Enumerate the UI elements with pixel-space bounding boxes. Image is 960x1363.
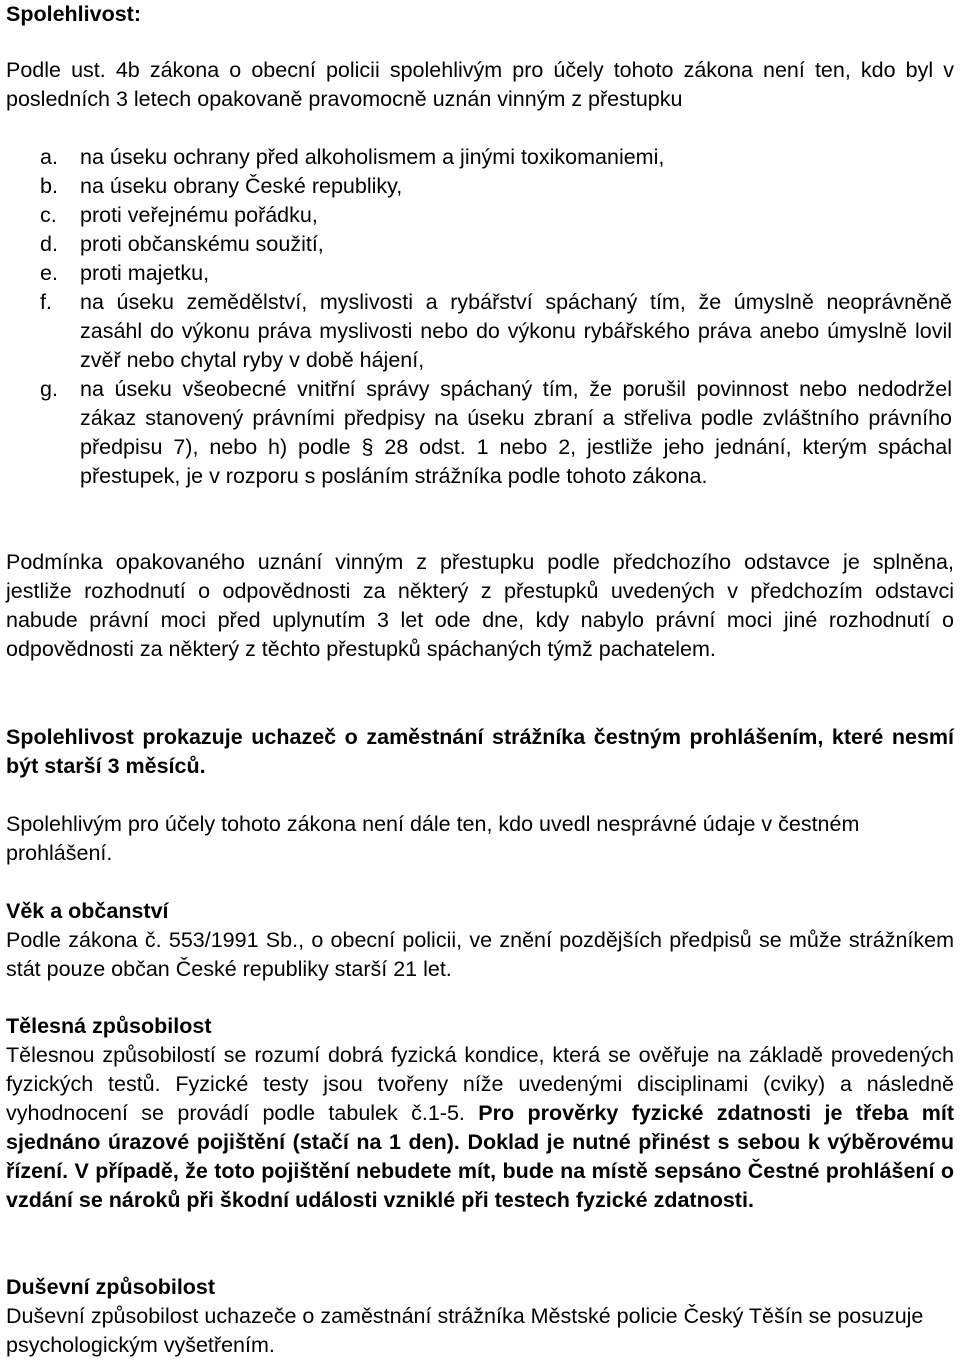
list-item [40,172,954,201]
section-sign: § [361,435,374,459]
paragraph-telesna-text: Tělesnou způsobilostí se rozumí dobrá fyzická kondice, která se ověřuje na základě provedených fyzických testů. Fyzické testy jsou tvořeny níže uvedenými disciplinami (cviky) a následně vyhodnocení se provádí podle tabulek č.1-5. [6,1043,954,1125]
paragraph-dusevni: Duševní způsobilost uchazeče o zaměstnání strážníka Městské policie Český Těšín se posuzuje psychologickým vyšetřením. [6,1304,924,1357]
heading-spolehlivost: Spolehlivost: [6,2,141,26]
paragraph-prokazuje: Spolehlivost prokazuje uchazeč o zaměstnání strážníka čestným prohlášením, které nesmí být starší 3 měsíců. [6,725,954,778]
heading-telesna: Tělesná způsobilost [6,1014,212,1038]
paragraph-telesna [6,1041,954,1215]
paragraph-telesna-bold: Pro prověrky fyzické zdatnosti je třeba mít sjednáno úrazové pojištění (stačí na 1 den). Doklad je nutné přinést s sebou k výběrovému řízení. V případě, že toto pojištění nebudete mít, bude na místě sepsáno Čestné prohlášení o vzdání se nároků při škodní události vzniklé při testech fyzické zdatnosti. [6,1101,954,1212]
list-item [40,230,954,259]
list-item-text-part: na úseku všeobecné vnitřní správy spáchaný tím, že porušil povinnost nebo nedodržel zákaz stanovený právními předpisy na úseku zbraní a střeliva podle zvláštního právního předpisu 7), nebo h) podle [80,377,952,459]
list-item-text: na úseku ochrany před alkoholismem a jinými toxikomaniemi, [80,145,665,169]
list-item-text [80,375,954,491]
intro-paragraph: Podle ust. 4b zákona o obecní policii spolehlivým pro účely tohoto zákona není ten, kdo byl v posledních 3 letech opakovaně pravomocně uznán vinným z přestupku [6,58,954,111]
list-item [40,201,954,230]
paragraph-vek: Podle zákona č. 553/1991 Sb., o obecní policii, ve znění pozdějších předpisů se může strážníkem stát pouze občan České republiky starší 21 let. [6,928,954,981]
list-item [40,288,954,375]
offense-list [40,143,954,491]
paragraph-podminka: Podmínka opakovaného uznání vinným z přestupku podle předchozího odstavce je splněna, jestliže rozhodnutí o odpovědnosti za některý z přestupků uvedených v předchozím odstavci nabude právní moci před uplynutím 3 let ode dne, kdy nabylo právní moci jiné rozhodnutí o odpovědnosti za některý z těchto přestupků spáchaných týmž pachatelem. [6,550,954,661]
list-item-label: d. [40,232,58,256]
list-item-text: proti veřejnému pořádku, [80,203,318,227]
paragraph-nespravne: Spolehlivým pro účely tohoto zákona není dále ten, kdo uvedl nesprávné údaje v čestném prohlášení. [6,812,860,865]
list-item-text: proti občanskému soužití, [80,232,324,256]
list-item-label: f. [40,290,52,314]
list-item-label: c. [40,203,57,227]
list-item-label: g. [40,377,58,401]
list-item-label: b. [40,174,58,198]
list-item-text: na úseku obrany České republiky, [80,174,403,198]
list-item [40,375,954,491]
list-item-label: e. [40,261,58,285]
heading-vek: Věk a občanství [6,899,169,923]
list-item [40,143,954,172]
list-item [40,259,954,288]
list-item-label: a. [40,145,58,169]
heading-dusevni: Duševní způsobilost [6,1275,216,1299]
list-item-text: na úseku zemědělství, myslivosti a rybářství spáchaný tím, že úmyslně neoprávněně zasáhl do výkonu práva myslivosti nebo do výkonu rybářského práva anebo úmyslně lovil zvěř nebo chytal ryby v době hájení, [80,290,952,372]
list-item-text-part: 28 odst. 1 nebo 2, jestliže jeho jednání, kterým spáchal přestupek, je v rozporu s posláním strážníka podle tohoto zákona. [80,435,952,488]
list-item-text: proti majetku, [80,261,210,285]
